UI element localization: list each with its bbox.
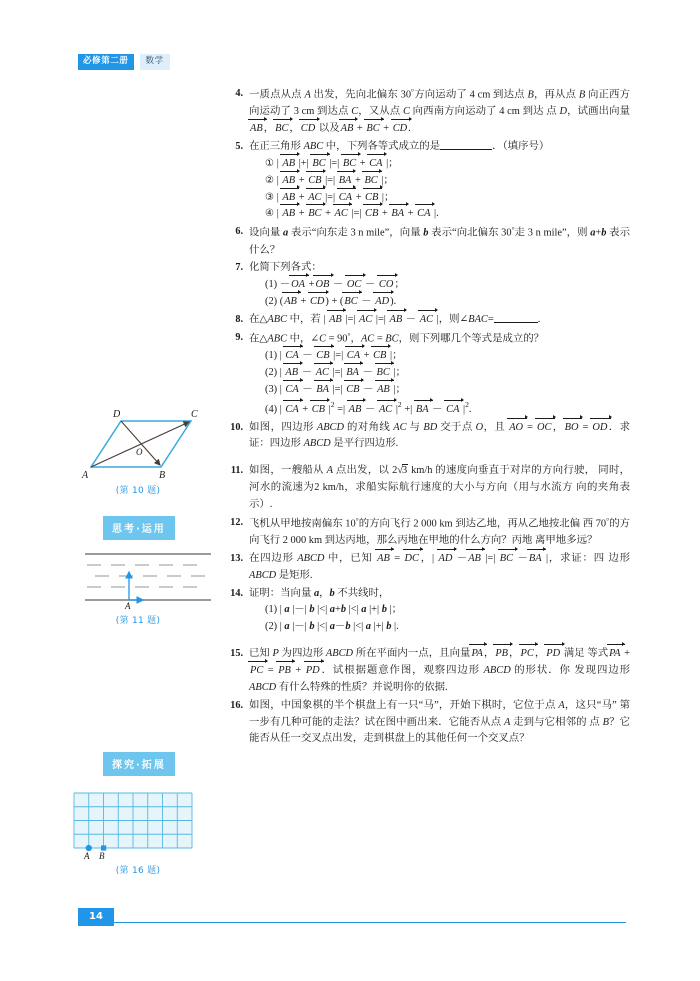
figure-q10-caption: (第 10 题) bbox=[115, 486, 161, 496]
question-body: 在正三角形 ABC 中，下列各等式成立的是 ．（填序号） ① | AB |+| BC |=| BC + CA |； ② | AB + CB |=| BA + BC |； ③ | AB + AC |=| CA + CB |； ④ | AB + BC + AC |=| CB + BA + CA |. bbox=[249, 139, 630, 223]
question-number: 5. bbox=[235, 141, 243, 153]
answer-blank bbox=[494, 322, 538, 323]
option-1: (1) －OA +OB － OC － CO； bbox=[265, 277, 630, 294]
question-15 bbox=[224, 646, 630, 697]
figure-q11-caption: (第 11 题) bbox=[115, 616, 161, 626]
running-head bbox=[78, 54, 170, 70]
option-3: (3) | CA － BA |=| CB － AB |； bbox=[265, 382, 630, 399]
question-8 bbox=[224, 312, 630, 329]
option-1: (1) | a |－| b |<| a+b |<| a |+| b |； bbox=[265, 604, 402, 616]
question-number: 11. bbox=[230, 465, 243, 477]
figure-q16 bbox=[63, 788, 213, 876]
question-body: 设向量 a 表示“向东走 3 n mile”，向量 b 表示“向北偏东 30°走 3 n mile”，则 a+b 表示什么？ bbox=[249, 225, 630, 256]
question-number: 8. bbox=[235, 313, 243, 325]
question-body: 化简下列各式： (1) －OA +OB － OC － CO； (2) (AB + CD) + (BC － AD). bbox=[249, 260, 630, 311]
question-number: 14. bbox=[230, 587, 243, 599]
question-4 bbox=[224, 86, 630, 138]
chessboard-diagram bbox=[63, 788, 213, 860]
option-1: ① | AB |+| BC |=| BC + CA |； bbox=[265, 156, 630, 173]
question-body: 一质点从点 A 出发，先向北偏东 30°方向运动了 4 cm 到达点 B，再从点 B 向正西方向运动了 3 cm 到达点 C，又从点 C 向西南方向运动了 4 cm 到达 点 D，试画出向量 AB，BC，CD 以及AB + BC + CD. bbox=[249, 86, 630, 138]
question-12 bbox=[224, 515, 630, 550]
option-1: (1) | CA － CB |=| CA + CB |； bbox=[265, 348, 630, 365]
question-10 bbox=[224, 420, 630, 454]
question-number: 16. bbox=[230, 699, 243, 711]
svg-text:A: A bbox=[125, 601, 131, 610]
svg-text:A: A bbox=[84, 851, 90, 860]
svg-text:B: B bbox=[159, 470, 166, 480]
question-number: 9. bbox=[235, 331, 243, 343]
subject-tag: 数学 bbox=[140, 54, 170, 70]
question-number: 13. bbox=[230, 552, 243, 564]
question-body: 飞机从甲地按南偏东 10°的方向飞行 2 000 km 到达乙地，再从乙地按北偏 西 70°的方向飞行 2 000 km 到达丙地，那么丙地在甲地的什么方向？丙地 离甲地多远？ bbox=[249, 515, 630, 547]
svg-text:A: A bbox=[82, 470, 89, 480]
svg-text:O: O bbox=[136, 447, 143, 457]
option-4: (4) | CA + CB $|^2$ =| AB － AC $|^2$ +| BA － CA $|^2$. bbox=[265, 399, 630, 419]
question-number: 12. bbox=[230, 516, 243, 528]
figure-q10 bbox=[63, 405, 213, 496]
question-number: 10. bbox=[230, 421, 243, 433]
question-body: 在四边形 ABCD 中，已知 AB = DC，| AD －AB |=| BC －BA |，求证：四 边形 ABCD 是矩形. bbox=[249, 552, 630, 581]
question-13 bbox=[224, 551, 630, 585]
question-number: 4. bbox=[235, 88, 243, 99]
question-body: 在△ABC 中，若 | AB |=| AC |=| AB － AC |，则∠BAC= . bbox=[249, 312, 630, 329]
option-2: (2) (AB + CD) + (BC － AD). bbox=[265, 294, 630, 311]
svg-text:B: B bbox=[99, 851, 105, 860]
page-number: 14 bbox=[78, 908, 114, 926]
question-7 bbox=[224, 260, 630, 311]
question-11 bbox=[224, 463, 630, 514]
option-3: ③ | AB + AC |=| CA + CB |； bbox=[265, 190, 630, 207]
option-2: ② | AB + CB |=| BA + BC |； bbox=[265, 173, 630, 190]
question-number: 6. bbox=[235, 226, 243, 238]
section-label-explore: 探究·拓展 bbox=[103, 752, 175, 776]
figure-q11 bbox=[63, 548, 213, 626]
river-diagram bbox=[63, 548, 213, 610]
svg-text:C: C bbox=[191, 409, 198, 420]
question-number: 7. bbox=[235, 262, 243, 274]
question-body: 证明：当向量 a，b 不共线时， (1) | a |－| b |<| a+b |<| a |+| b |； (2) | a |－| b |<| a－b |<| a |+| b |. bbox=[249, 586, 630, 637]
question-6 bbox=[224, 224, 630, 259]
question-body: 如图，四边形 ABCD 的对角线 AC 与 BD 交于点 O，且 AO = OC，BO = OD．求证：四边形 ABCD 是平行四边形. bbox=[249, 421, 630, 450]
question-number: 15. bbox=[230, 648, 243, 660]
footer-rule bbox=[112, 922, 626, 923]
question-body: 如图，一艘船从 A 点出发，以 2√3 km/h 的速度向垂直于对岸的方向行驶， 同时，河水的流速为2 km/h，求船实际航行速度的大小与方向（用与水流方 向的夹角表示）. bbox=[249, 465, 631, 510]
figure-q16-caption: (第 16 题) bbox=[115, 866, 161, 876]
option-4: ④ | AB + BC + AC |=| CB + BA + CA |. bbox=[265, 206, 630, 223]
question-5 bbox=[224, 139, 630, 223]
volume-tag: 必修第二册 bbox=[78, 54, 134, 70]
question-body: 如图，中国象棋的半个棋盘上有一只“马”，开始下棋时，它位于点 A，这只“马” 第一步有几种可能的走法？试在图中画出来．它能否从点 A 走到与它相邻的 点 B？它能否从任一交叉点出发，走到棋盘上的其他任何一个交叉点？ bbox=[249, 699, 630, 745]
exercise-column bbox=[224, 86, 630, 749]
svg-text:D: D bbox=[113, 409, 121, 420]
question-body: 已知 P 为四边形 ABCD 所在平面内一点，且向量PA，PB，PC，PD 满足 等式PA + PC = PB + PD．试根据题意作图，观察四边形 ABCD 的形状．你 发现四边形 ABCD 有什么特殊的性质？并说明你的依据. bbox=[249, 648, 631, 693]
parallelogram-diagram bbox=[63, 405, 213, 480]
question-14 bbox=[224, 586, 630, 637]
section-label-thinking: 思考·运用 bbox=[103, 516, 175, 540]
option-2: (2) | AB － AC |=| BA － BC |； bbox=[265, 365, 630, 382]
question-16 bbox=[224, 698, 630, 749]
question-9 bbox=[224, 330, 630, 419]
question-body: 在△ABC 中，∠C = 90°，AC = BC，则下列哪几个等式是成立的？ (1) | CA － CB |=| CA + CB |； (2) | AB － AC |=| BA － BC |； (3) | CA － BA |=| CB － AB |； (4) | CA + CB $|^2$ =| AB － AC $|^2$ +| BA － CA $|^2$. bbox=[249, 330, 630, 419]
answer-blank bbox=[440, 149, 492, 150]
option-2: (2) | a |－| b |<| a－b |<| a |+| b |. bbox=[265, 621, 399, 633]
